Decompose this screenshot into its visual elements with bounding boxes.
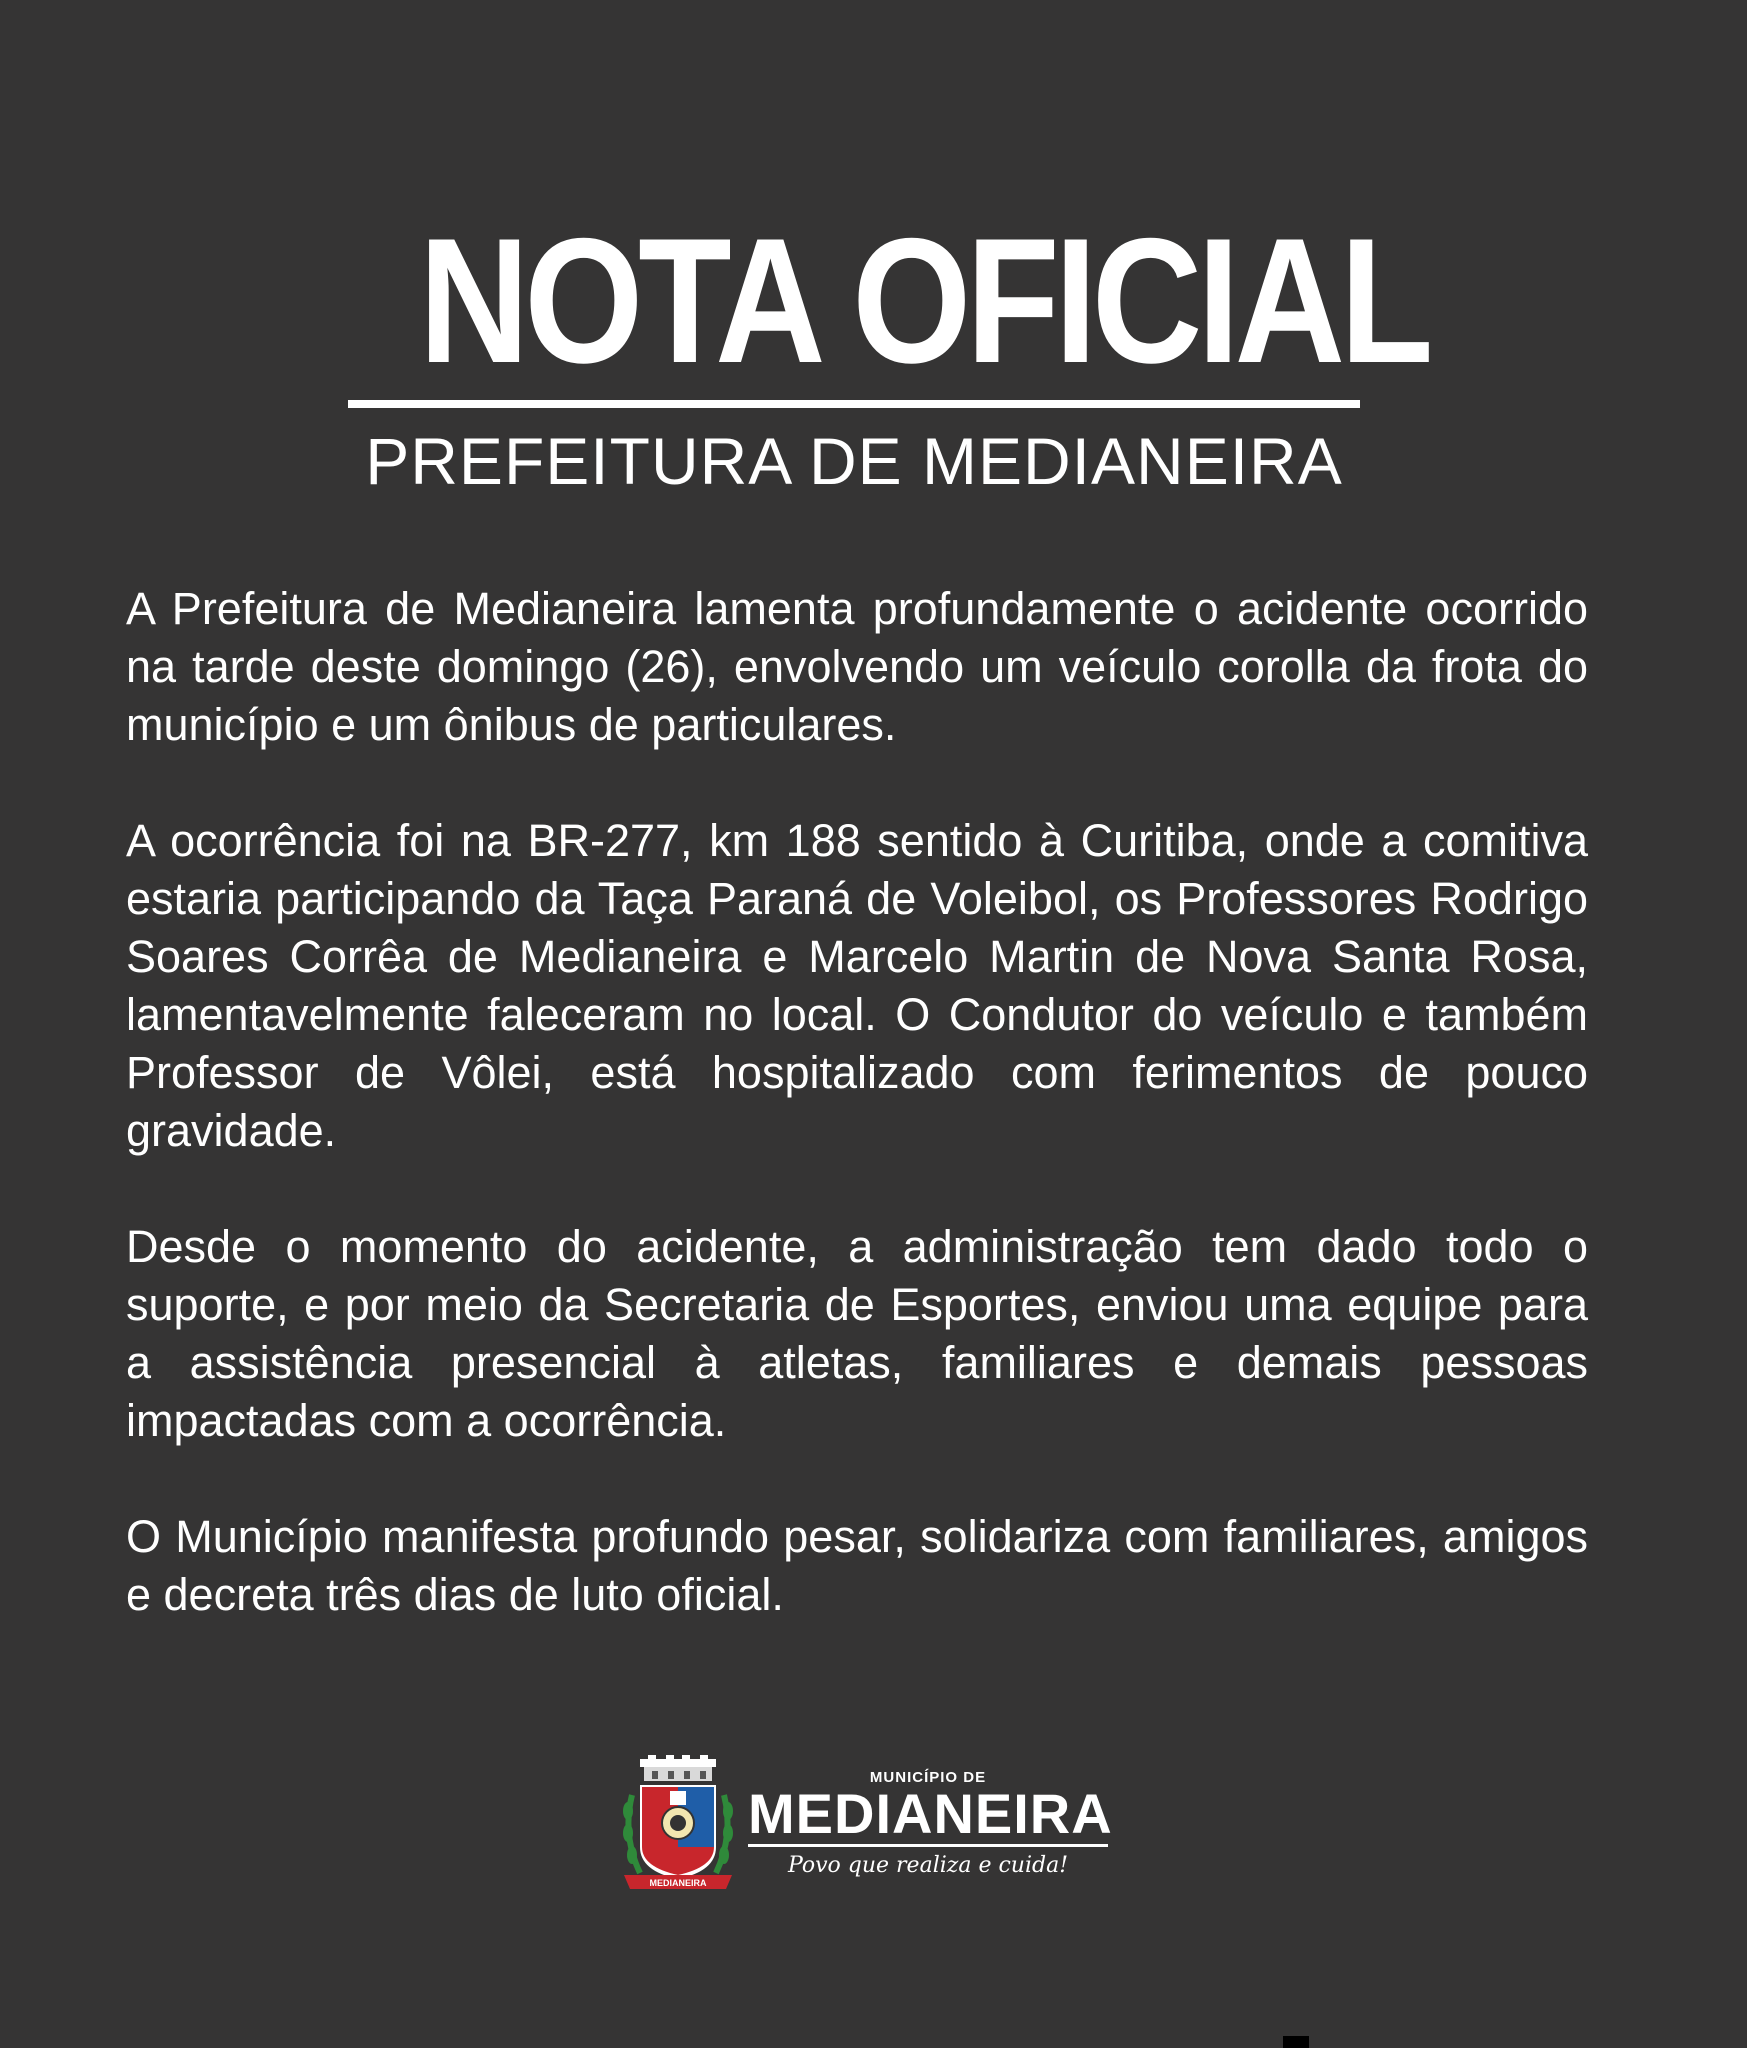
paragraph-2: A ocorrência foi na BR-277, km 188 sentido à Curitiba, onde a comitiva estaria participando da Taça Paraná de Voleibol, os Professores Rodrigo Soares Corrêa de Medianeira e Marcelo Martin de Nova Santa Rosa, lamentavelmente faleceram no local. O Condutor do veículo e também Professor de Vôlei, está hospitalizado com ferimentos de pouco gravidade. [126,815,1588,1156]
brand-block [748,1769,1113,1878]
page-title: NOTA OFICIAL [418,201,1429,400]
crest-ribbon-text: MEDIANEIRA [649,1878,707,1888]
coat-of-arms-icon [618,1755,738,1895]
paragraph-4: O Município manifesta profundo pesar, solidariza com familiares, amigos e decreta três dias de luto oficial. [126,1511,1588,1620]
title-underline [348,400,1360,408]
header [348,201,1429,498]
brand-slogan: Povo que realiza e cuida! [787,1853,1069,1878]
note-body [126,580,1588,1682]
municipality-logo [618,1755,1118,1915]
brand-name: MEDIANEIRA [748,1782,1113,1845]
page-subtitle: PREFEITURA DE MEDIANEIRA [365,424,1343,498]
corner-mark [1283,2036,1309,2048]
paragraph-3: Desde o momento do acidente, a administração tem dado todo o suporte, e por meio da Secretaria de Esportes, enviou uma equipe para a assistência presencial à atletas, familiares e demais pessoas impactadas com a ocorrência. [126,1221,1588,1446]
paragraph-1: A Prefeitura de Medianeira lamenta profundamente o acidente ocorrido na tarde deste domingo (26), envolvendo um veículo corolla da frota do município e um ônibus de particulares. [126,583,1588,750]
brand-prefix: MUNICÍPIO DE [869,1769,987,1786]
